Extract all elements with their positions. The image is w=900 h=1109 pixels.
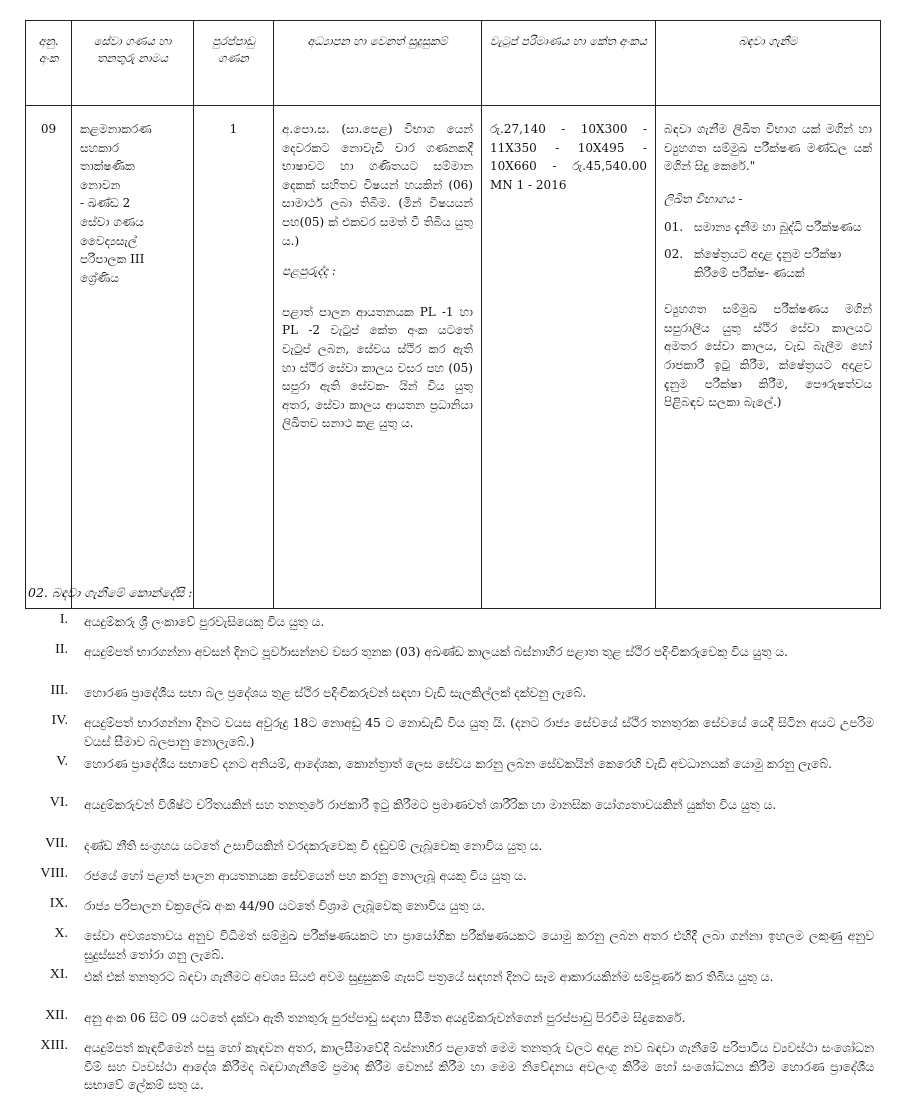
condition-number: XIII. — [40, 1038, 68, 1053]
condition-text: අයදුම්කරුවන් විශිෂ්ට චරිතයකින් සහ තනතුරේ රාජකාරී ඉටු කිරීමට ප්‍රමාණවත් ශාරීරික හා මානසික යෝග්‍යතාවයකින් යුක්ත විය යුතු ය. — [84, 798, 777, 812]
header-vacancies: පුරප්පාඩු ගණන — [194, 21, 274, 106]
condition-text: සේවා අවශ්‍යතාවය අනුව විධිමත් සම්මුඛ පරීක්ෂණයකට හා ප්‍රායෝගික පරීක්ෂණයකට යොමු කරනු ලබන අතර එහිදී ලබා ගන්නා ඉහලම ලකුණු අනුව සුදුස්සන් තෝරා ගනු ලැබේ. — [84, 929, 874, 962]
condition-number: XII. — [45, 1008, 68, 1023]
condition-number: X. — [54, 926, 68, 941]
education-requirement: අ.පො.ස. (සා.පෙළ) විභාග යෙන් දෙවරකට නොවැඩි වාර ගණනකදී භාෂාවට හා ගණිතයට සම්මාන දෙකක් සහිතව විෂයන් හයකින් (06) සාමාර්ථ ලබා තිබීම. (මින් විෂයයන් පහ(05) ක් එකවර සමත් වී තිබිය යුතු ය.) — [282, 122, 473, 248]
condition-text: හොරණ ප්‍රාදේශීය සභා බල ප්‍රදේශය තුළ ස්ථිර පදිංචිකරුවන් සඳහා වැඩි සැලකිල්ලක් දක්වනු ලැබේ. — [84, 686, 587, 700]
header-post-name: සේවා ගණය හා තනතුරු නාමය — [72, 21, 194, 106]
exam-number: 01. — [664, 220, 684, 235]
recruitment-intro: බඳවා ගැනීම ලිඛිත විභාග යක් මගින් හා ව්‍යුහගත සම්මුඛ පරීක්ෂණ මණ්ඩල යක් මගින් සිදු කෙරේ." — [664, 122, 872, 174]
list-item — [0, 754, 900, 795]
list-item — [0, 683, 900, 713]
conditions-list — [0, 612, 900, 1098]
condition-text: අයදුම්පත් කැඳවීමෙන් පසු හෝ කැඳවන අතර, කාලසීමාවේදී බස්නාහිර පළාතේ මෙම තනතුරු වලට අදාළ නව බඳවා ගැනීමේ පරිපාටිය ව්‍යවස්ථා සංශෝධන වීම් සහ ව්‍යවස්ථා ආදේශ කිරීමද බඳවාගැනීමේ ප්‍රමාද කිරීම වෙනස් කිරීම හා මෙම නිවේදනය අවලංගු කිරීම හෝ සංශෝධනය කිරීම හොරණ ප්‍රාදේශීය සභාවේ ලේකම් සතු ය. — [84, 1041, 874, 1093]
vacancy-table — [25, 20, 881, 609]
list-item — [0, 612, 900, 642]
post-name-line: පරිපාලක III — [80, 252, 145, 267]
condition-number: VIII. — [40, 866, 68, 881]
table-row — [26, 106, 881, 609]
post-name-line: සේවා ගණය — [80, 214, 144, 229]
list-item — [0, 836, 900, 866]
condition-text: අයදුම්පත් භාරගන්නා දිනට වයස අවුරුදු 18ට නොඅඩු 45 ට නොඩැඩි විය යුතු යි. (දනට රාජ්‍ය සේවයේ ස්ථිර තනතුරක සේවයේ යෙදී සිටින අයට උපරිම වයස් සීමාව බලපානු නොලැබේ.) — [84, 716, 874, 749]
list-item — [0, 1008, 900, 1038]
list-item — [0, 713, 900, 754]
post-name-line: සහකාර — [80, 140, 120, 155]
cell-vacancies: 1 — [194, 106, 274, 609]
post-name-line: තාක්ෂණික — [80, 159, 135, 174]
post-name-line: වෛද්‍යසැල් — [80, 233, 138, 248]
list-item — [0, 896, 900, 926]
condition-text: අයදුම්පත් භාරගන්නා අවසන් දිනට පූර්වාසන්නව වසර තුනක (03) අඛණ්ඩ කාලයක් බස්නාහිර පළාත තුළ ස්ථිර පදිංචිකරුවෙකු විය යුතු ය. — [84, 645, 789, 659]
condition-number: III. — [50, 683, 68, 698]
condition-text: රාජ්‍ය පරිපාලන චක්‍රලේඛ අංක 44/90 යටතේ විශ්‍රාම ලැබූවෙකු නොවිය යුතු ය. — [84, 899, 486, 913]
interview-description: ව්‍යුහගත සම්මුඛ පරීක්ෂණය මගින් සපුරාලිය යුතු ස්ථිර සේවා කාලයට අමතර සේවා කාලය, වැඩ බැලීම හෝ රාජකාරී ඉටු කිරීම, ක්ෂේත්‍රයට අදාළව දැනුම පරීක්ෂා කිරීම, පෞරුෂත්වය පිළිබඳව සලකා බැලේ.) — [664, 302, 872, 410]
cell-serial-no: 09 — [26, 106, 72, 609]
post-name-line: නොවන — [80, 177, 121, 192]
cell-post-name — [72, 106, 194, 609]
condition-text: එක් එක් තනතුරට බඳවා ගැනීමට අවශ්‍ය සියළු අවම සුදුසුකම් ගැසට් පත්‍රයේ සඳහන් දිනට සෑම ආකාරයකින්ම සම්පූර්ණ කර තිබිය යුතු ය. — [84, 970, 774, 984]
list-item — [0, 926, 900, 967]
condition-text: රජයේ හෝ පළාත් පාලන ආයතනයක සේවයෙන් පහ කරනු නොලැබූ අයකු විය යුතු ය. — [84, 869, 527, 883]
condition-number: II. — [55, 642, 68, 657]
list-item — [0, 795, 900, 836]
condition-text: දණ්ඩ නීති සංග්‍රහය යටතේ උසාවියකින් වරදකරුවෙකු වී දඬුවම් ලැබූවෙකු නොවිය යුතු ය. — [84, 839, 543, 853]
exam-text: ක්ෂේත්‍රයට අදාළ දැනුම පරීක්ෂා කිරීමේ පරීක්ෂ- ණයක් — [694, 246, 842, 280]
experience-requirement: පළාත් පාලන ආයතනයක PL -1 හා PL -2 වැටුප් කේත අංක යටතේ වැටුප් ලබන, සේවය ස්ථිර කර ඇති හා ස්ථිර සේවා කාලය වසර පහ (05) සපුරා ඇති සේවක- යින් විය යුතු අතර, සේවා කාලය ආයතන ප්‍රධානියා ලිඛිතව සනාථ කළ යුතු ය. — [282, 304, 473, 431]
conditions-title: 02. බඳවා ගැනීමේ කොන්දේසි : — [28, 585, 193, 600]
post-name-line: - ඛණ්ඩ 2 — [80, 196, 131, 211]
condition-number: IX. — [49, 896, 68, 911]
list-item — [0, 967, 900, 1008]
cell-recruitment — [656, 106, 881, 609]
table-header-row — [26, 21, 881, 106]
list-item — [0, 1038, 900, 1098]
post-name-line: කළමනාකරණ — [80, 122, 152, 136]
condition-number: V. — [56, 754, 68, 769]
exam-item — [664, 218, 872, 237]
condition-number: IV. — [51, 713, 68, 728]
written-exam-title: ලිඛිත විභාගය - — [664, 191, 743, 206]
exam-text: සමාන්‍ය දැනීම හා බුද්ධි පරීක්ෂණය — [694, 220, 862, 235]
post-name-line: ශ්‍රේණිය — [80, 270, 119, 285]
cell-qualifications — [274, 106, 482, 609]
header-salary-scale: වැටුප් පරිමාණය හා කේත අංකය — [482, 21, 656, 106]
condition-number: VII. — [45, 836, 68, 851]
cell-salary-scale: රු.27,140 - 10X300 - 11X350 - 10X495 - 10X660 - රු.45,540.00 MN 1 - 2016 — [482, 106, 656, 609]
list-item — [0, 866, 900, 896]
experience-title: පළපුරුද්ද : — [282, 264, 336, 279]
exam-item — [664, 245, 872, 282]
header-serial-no: අනු. අංක — [26, 21, 72, 106]
condition-number: VI. — [49, 795, 68, 810]
condition-text: අයදුම්කරු ශ්‍රී ලංකාවේ පුරවැසියෙකු විය යුතු ය. — [84, 615, 325, 629]
exam-number: 02. — [664, 246, 684, 261]
header-qualifications: අධ්‍යාපන හා වෙනත් සුදුසුකම් — [274, 21, 482, 106]
condition-number: I. — [59, 612, 68, 627]
list-item — [0, 642, 900, 683]
condition-text: අනු අංක 06 සිට 09 යටතේ දක්වා ඇති තනතුරු පුරප්පාඩු සඳහා සීමිත අයදුම්කරුවන්ගෙන් පුරප්පාඩු පිරවීම සිදුකෙරේ. — [84, 1011, 686, 1025]
condition-number: XI. — [49, 967, 68, 982]
header-recruitment: බඳවා ගැනීම — [656, 21, 881, 106]
condition-text: හොරණ ප්‍රාදේශීය සභාවේ දනට අනියම්, ආදේශක, කොන්ත්‍රාත් ලෙස සේවය කරනු ලබන සේවකයින් කෙරෙහි වැඩි අවධානයක් යොමු කරනු ලැබේ. — [84, 757, 833, 771]
